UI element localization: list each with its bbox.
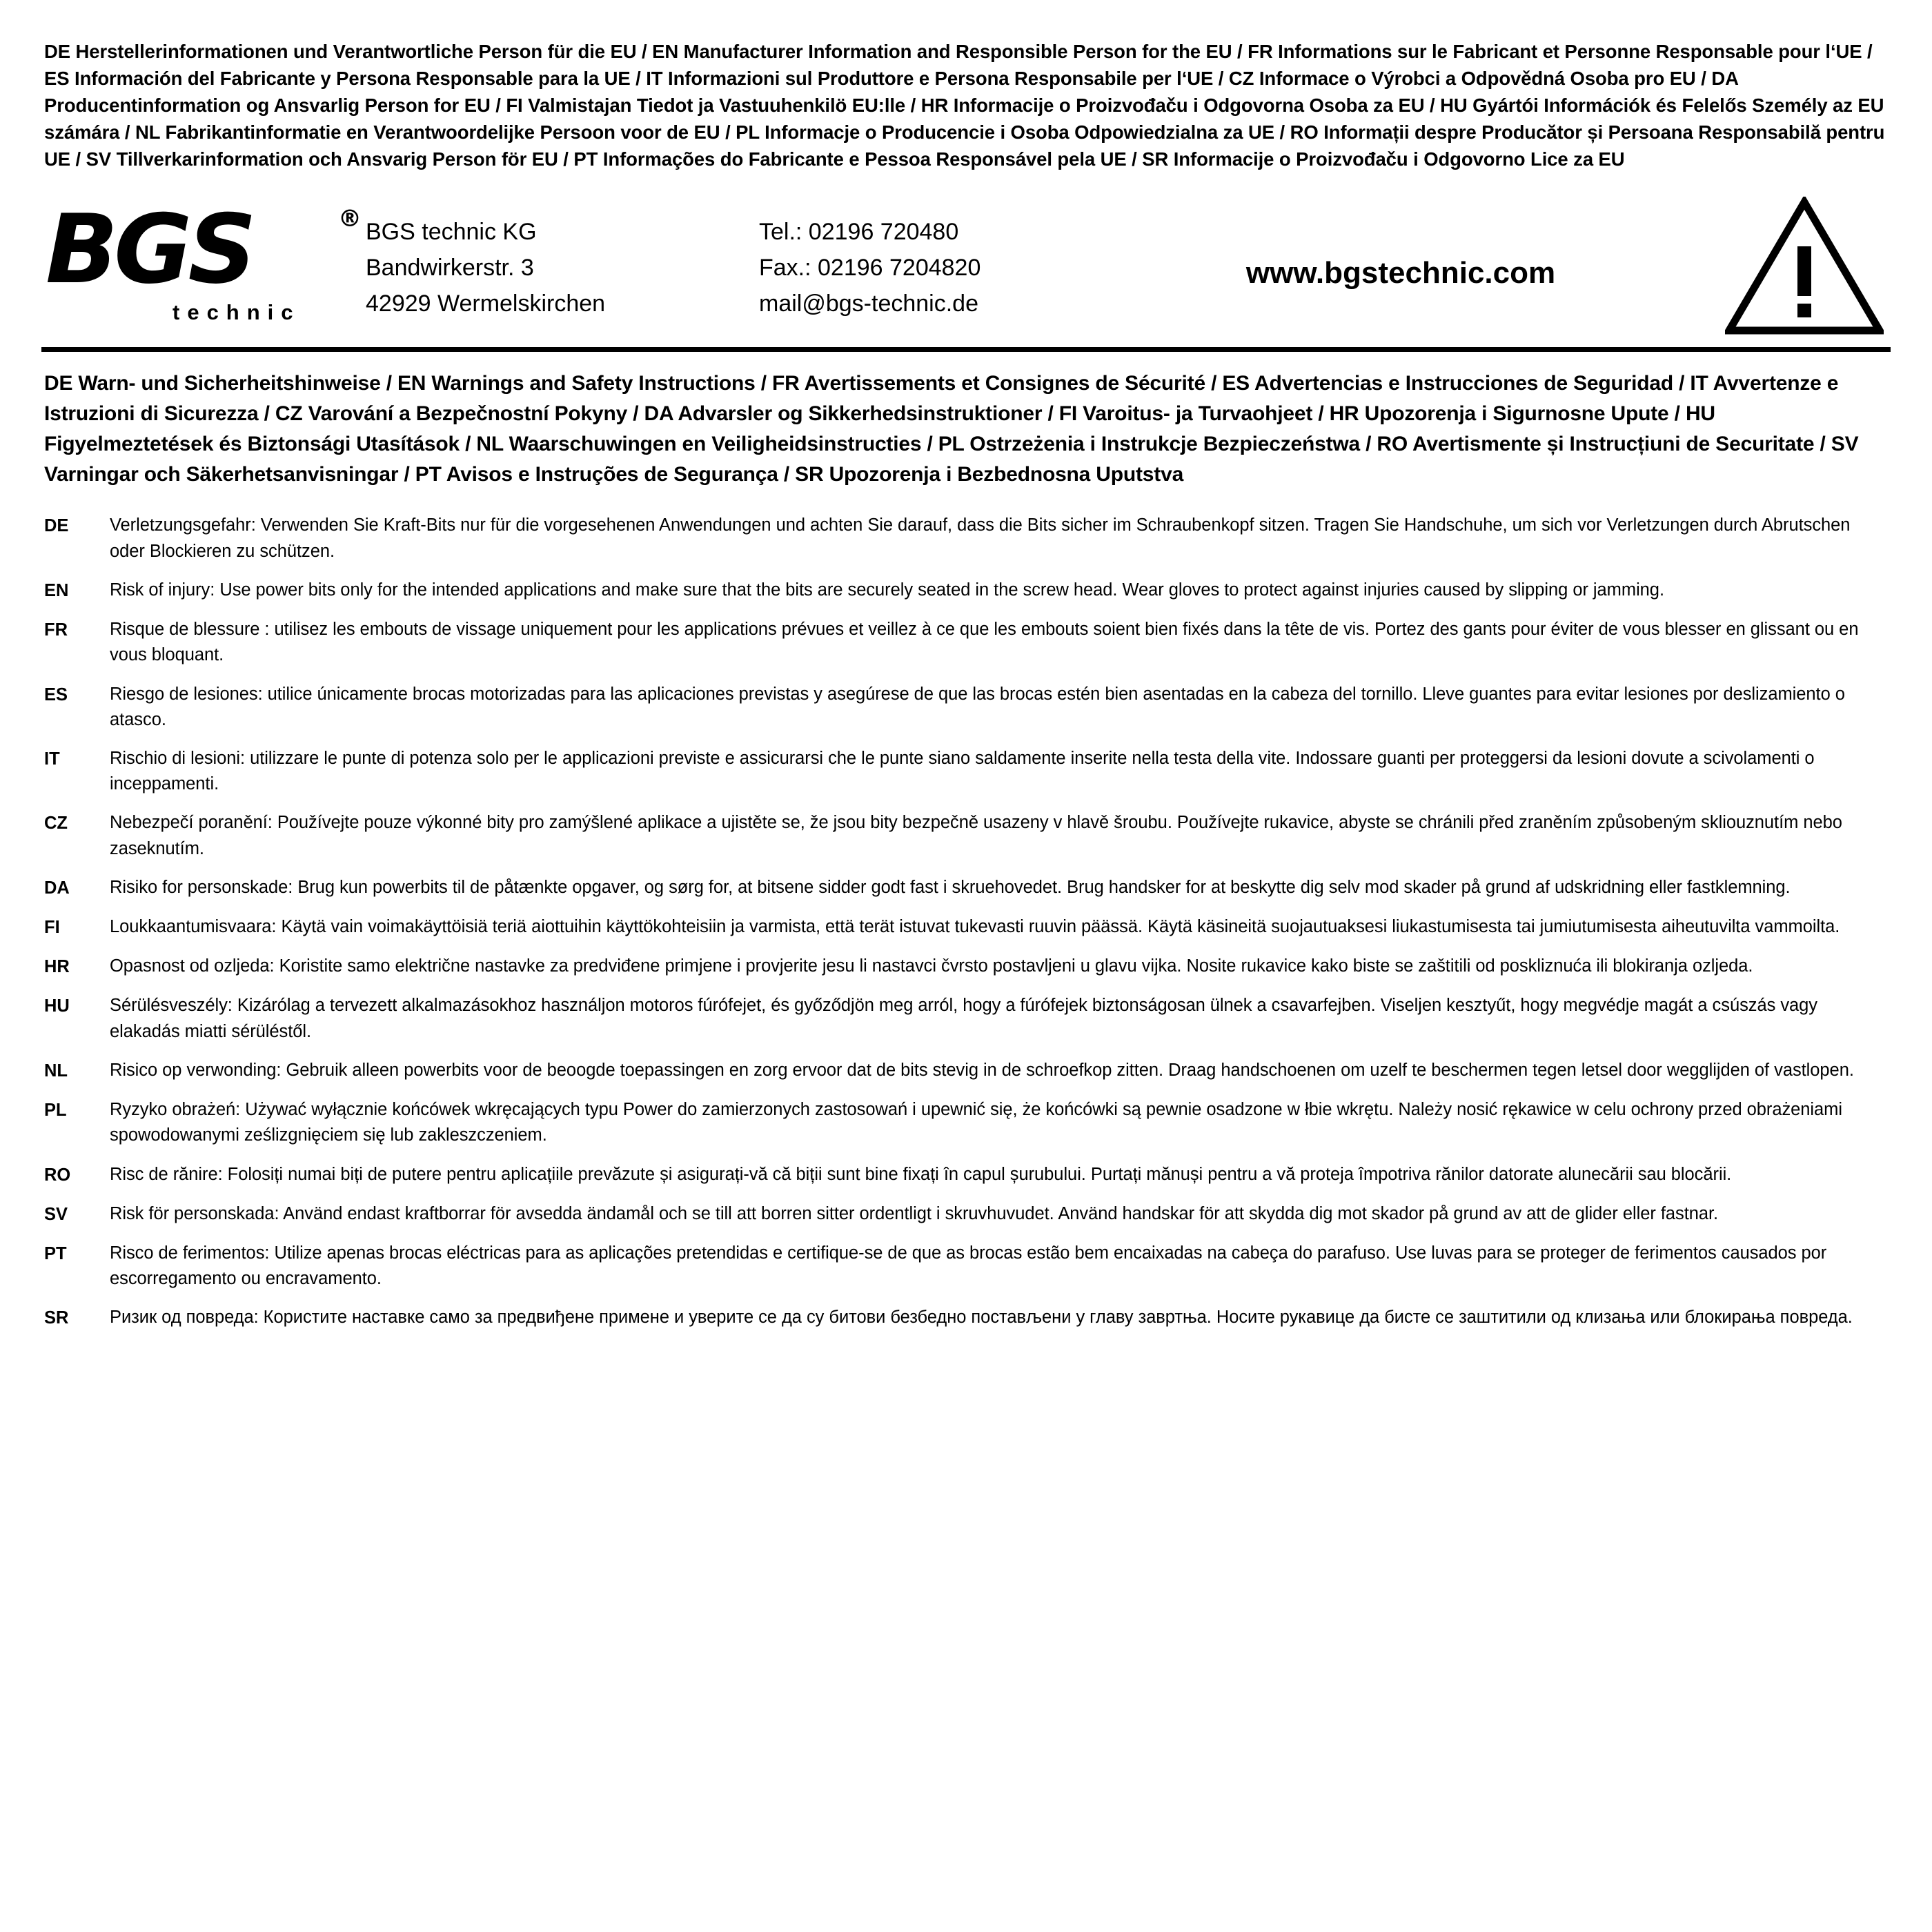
registered-trademark-icon: ® bbox=[338, 204, 362, 233]
language-code: EN bbox=[44, 580, 69, 600]
company-email[interactable]: mail@bgs-technic.de bbox=[759, 290, 978, 317]
instruction-text: Riesgo de lesiones: utilice únicamente brocas motorizadas para las aplicaciones previstas y asegúrese de que las brocas estén bien asentadas en la cabeza del tornillo. Lleve guantes para evitar lesiones por deslizamiento o atasco. bbox=[110, 684, 1845, 729]
language-code: ES bbox=[44, 684, 68, 704]
list-item bbox=[44, 578, 1886, 604]
instructions-list bbox=[41, 513, 1891, 1331]
list-item bbox=[44, 1162, 1886, 1188]
instruction-text: Risco de ferimentos: Utilize apenas brocas eléctricas para as aplicações pretendidas e certifique-se de que as brocas estão bem encaixadas na cabeça do parafuso. Use luvas para se proteger de ferimentos causados por escorregamento ou encravamento. bbox=[110, 1243, 1827, 1289]
language-code: DA bbox=[44, 878, 70, 898]
warning-triangle-icon bbox=[1711, 197, 1891, 335]
instruction-text: Risiko for personskade: Brug kun powerbits til de påtænkte opgaver, og sørg for, at bitsene sidder godt fast i skruehovedet. Brug handsker for at beskytte dig selv mod skader på grund af udskridning eller fastklemning. bbox=[110, 877, 1791, 897]
company-fax: Fax.: 02196 7204820 bbox=[759, 254, 981, 281]
list-item bbox=[44, 1241, 1886, 1292]
company-name: BGS technic KG bbox=[366, 219, 537, 246]
list-item bbox=[44, 1201, 1886, 1228]
company-street: Bandwirkerstr. 3 bbox=[366, 254, 534, 281]
instruction-text: Risk för personskada: Använd endast kraftborrar för avsedda ändamål och se till att borren sitter ordentligt i skruvhuvudet. Använd handskar för att skydda dig mot skador på grund av att de glider eller fastnar. bbox=[110, 1203, 1719, 1223]
language-code: SV bbox=[44, 1204, 68, 1224]
warnings-heading: DE Warn- und Sicherheitshinweise / EN Warnings and Safety Instructions / FR Avertissements et Consignes de Sécurité / ES Advertencias e Instrucciones de Seguridad / IT Avvertenze e Istruzioni di Sicurezza / CZ Varování a Bezpečnostní Pokyny / DA Advarsler og Sikkerhedsinstruktioner / FI Varoitus- ja Turvaohjeet / HR Upozorenja i Sigurnosne Upute / HU Figyelmeztetések és Biztonsági Utasítások / NL Waarschuwingen en Veiligheidsinstructies / PL Ostrzeżenia i Instrukcje Bezpieczeństwa / RO Avertismente și Instrucțiuni de Securitate / SV Varningar och Säkerhetsanvisningar / PT Avisos e Instruções de Segurança / SR Upozorenja i Bezbednosna Uputstva bbox=[44, 372, 1859, 486]
list-item bbox=[44, 810, 1886, 861]
language-code: NL bbox=[44, 1061, 68, 1081]
language-code: HU bbox=[44, 996, 70, 1016]
list-item bbox=[44, 1097, 1886, 1148]
list-item bbox=[44, 914, 1886, 940]
manufacturer-info-header: DE Herstellerinformationen und Verantwortliche Person für die EU / EN Manufacturer Information and Responsible Person for the EU / FR Informations sur le Fabricant et Personne Responsable pour l‘UE / ES Información del Fabricante y Persona Responsable para la UE / IT Informazioni sul Produttore e Persona Responsabile per l‘UE / CZ Informace o Výrobci a Odpovědná Osoba pro EU / DA Producentinformation og Ansvarlig Person for EU / FI Valmistajan Tiedot ja Vastuuhenkilö EU:lle / HR Informacije o Proizvođaču i Odgovorna Osoba za EU / HU Gyártói Információk és Felelős Személy az EU számára / NL Fabrikantinformatie en Verantwoordelijke Persoon voor de EU / PL Informacje o Producencie i Osoba Odpowiedzialna za UE / RO Informații despre Producător și Persoana Responsabilă pentru UE / SV Tillverkarinformation och Ansvarig Person för EU / PT Informações do Fabricante e Pessoa Responsável pela UE / SR Informacije o Proizvođaču i Odgovorno Lice za EU bbox=[44, 41, 1885, 170]
list-item bbox=[44, 1305, 1886, 1331]
language-code: PL bbox=[44, 1101, 67, 1121]
instruction-text: Risk of injury: Use power bits only for the intended applications and make sure that the bits are securely seated in the screw head. Wear gloves to protect against injuries caused by slipping or jamming. bbox=[110, 580, 1664, 600]
language-code: PT bbox=[44, 1244, 67, 1264]
instruction-text: Rischio di lesioni: utilizzare le punte di potenza solo per le applicazioni previste e assicurarsi che le punte siano saldamente inserite nella testa della vite. Indossare guanti per proteggersi da lesioni dovute a scivolamenti o inceppamenti. bbox=[110, 748, 1815, 794]
instruction-text: Nebezpečí poranění: Používejte pouze výkonné bity pro zamýšlené aplikace a ujistěte se, že jsou bity bezpečně usazeny v hlavě šroubu. Používejte rukavice, abyste se chránili před zraněním způsobeným skliouznutím nebo zaseknutím. bbox=[110, 813, 1842, 858]
company-city: 42929 Wermelskirchen bbox=[366, 290, 606, 317]
language-code: IT bbox=[44, 749, 60, 769]
language-code: RO bbox=[44, 1165, 71, 1185]
instruction-text: Verletzungsgefahr: Verwenden Sie Kraft-Bits nur für die vorgesehenen Anwendungen und achten Sie darauf, dass die Bits sicher im Schraubenkopf sitzen. Tragen Sie Handschuhe, um sich vor Verletzungen durch Abrutschen oder Blockieren zu schützen. bbox=[110, 515, 1851, 561]
company-address bbox=[366, 209, 759, 322]
instruction-text: Loukkaantumisvaara: Käytä vain voimakäyttöisiä teriä aiottuihin käyttökohteisiin ja varmista, että terät istuvat tukevasti ruuvin päässä. Käytä käsineitä suojautuaksesi liukastumisesta tai jumiutumisesta aiheutuvilta vammoilta. bbox=[110, 917, 1840, 937]
company-website[interactable]: www.bgstechnic.com bbox=[1245, 255, 1556, 290]
list-item bbox=[44, 682, 1886, 733]
instruction-text: Risc de rănire: Folosiți numai biți de putere pentru aplicațiile prevăzute și asigurați-vă că biții sunt bine fixați în capul șurubului. Purtați mănuși pentru a vă proteja împotriva rănilor datorate alunecării sau blocării. bbox=[110, 1164, 1732, 1184]
list-item bbox=[44, 954, 1886, 980]
instruction-text: Ризик од повреда: Користите наставке само за предвиђене примене и уверите се да су битови безбедно постављени у главу завртња. Носите рукавице да бисте се заштитили од клизања или блокирања повреда. bbox=[110, 1308, 1853, 1328]
language-code: HR bbox=[44, 957, 70, 977]
list-item bbox=[44, 746, 1886, 797]
language-code: FR bbox=[44, 620, 68, 640]
list-item bbox=[44, 1058, 1886, 1084]
instruction-text: Ryzyko obrażeń: Używać wyłącznie końcówek wkręcających typu Power do zamierzonych zastosowań i upewnić się, że końcówki są pewnie osadzone w łbie wkrętu. Należy nosić rękawice w celu ochrony przed obrażeniami spowodowanymi ześlizgnięciem się lub zakleszczeniem. bbox=[110, 1100, 1842, 1145]
company-telephone: Tel.: 02196 720480 bbox=[759, 219, 959, 246]
list-item bbox=[44, 993, 1886, 1044]
language-code: CZ bbox=[44, 814, 68, 834]
list-item bbox=[44, 513, 1886, 564]
instruction-text: Risico op verwonding: Gebruik alleen powerbits voor de beoogde toepassingen en zorg ervoor dat de bits stevig in de schroefkop zitten. Draag handschoenen om uzelf te beschermen tegen letsel door wegglijden of vastlopen. bbox=[110, 1060, 1854, 1080]
language-code: FI bbox=[44, 918, 60, 938]
language-code: SR bbox=[44, 1308, 69, 1328]
bgs-logo bbox=[41, 193, 366, 335]
instruction-text: Opasnost od ozljeda: Koristite samo električne nastavke za predviđene primjene i provjerite jesu li nastavci čvrsto postavljeni u glavu vijka. Nosite rukavice kako biste se zaštitili od poskliznuća ili blokiranja ozljeda. bbox=[110, 956, 1753, 976]
logo-subtext: technic bbox=[172, 299, 301, 324]
instruction-text: Sérülésveszély: Kizárólag a tervezett alkalmazásokhoz használjon motoros fúrófejet, és győződjön meg arról, hogy a fúrófejek biztonságosan ülnek a csavarfejben. Viseljen kesztyűt, hogy megvédje magát a csúszás vagy elakadás miatti sérüléstől. bbox=[110, 996, 1818, 1041]
instruction-text: Risque de blessure : utilisez les embouts de vissage uniquement pour les applications prévues et veillez à ce que les embouts soient bien fixés dans la tête de vis. Portez des gants pour éviter de vous blesser en glissant ou en vous bloquant. bbox=[110, 620, 1859, 665]
language-code: DE bbox=[44, 516, 69, 536]
company-band bbox=[41, 188, 1891, 352]
company-contact bbox=[759, 209, 1132, 322]
list-item bbox=[44, 617, 1886, 668]
logo-wordmark: BGS bbox=[46, 193, 253, 305]
list-item bbox=[44, 875, 1886, 901]
